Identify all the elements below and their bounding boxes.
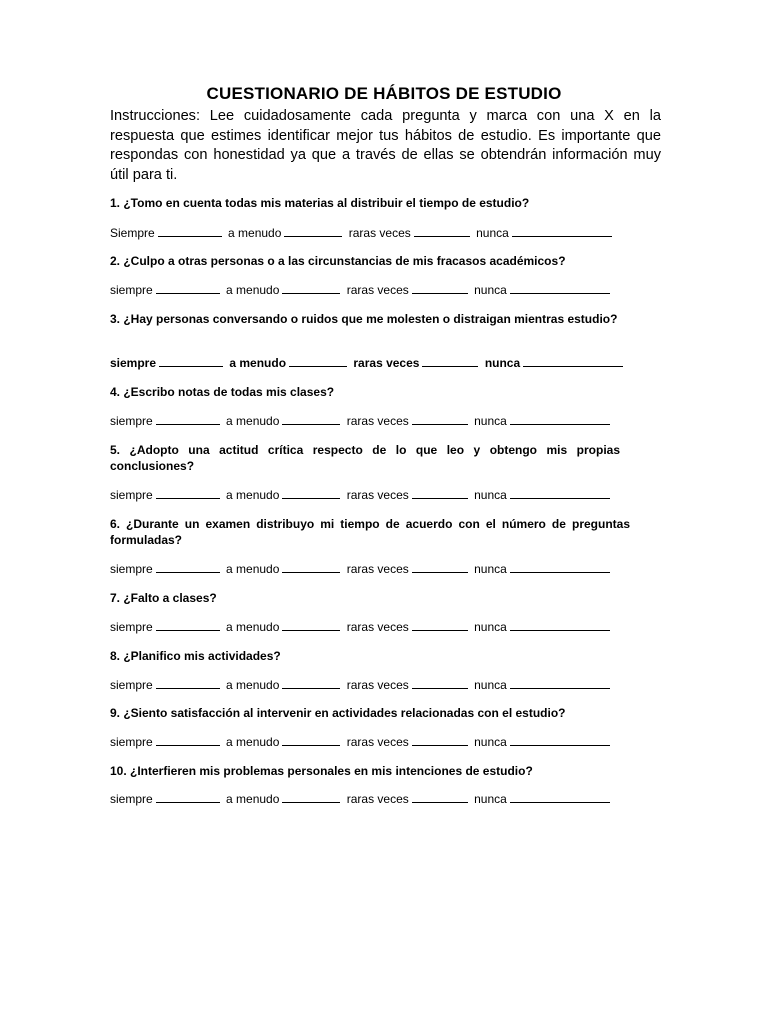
option-always-label: siempre: [110, 735, 153, 749]
answer-blank-often[interactable]: [282, 678, 340, 689]
option-always-label: siempre: [110, 792, 153, 806]
option-often-label: a menudo: [226, 488, 280, 502]
question-5: 5. ¿Adopto una actitud crítica respecto de lo que leo y obtengo mis propias conclusiones?: [110, 443, 620, 473]
option-never-label: nunca: [474, 735, 507, 749]
answer-blank-always[interactable]: [156, 283, 220, 294]
answer-blank-never[interactable]: [510, 562, 610, 573]
answer-blank-rarely[interactable]: [414, 226, 470, 237]
option-often-label: a menudo: [226, 678, 280, 692]
answer-blank-rarely[interactable]: [412, 678, 468, 689]
answer-blank-rarely[interactable]: [412, 414, 468, 425]
question-6: 6. ¿Durante un examen distribuyo mi tiempo de acuerdo con el número de preguntas formuladas?: [110, 517, 630, 547]
option-always-label: siempre: [110, 414, 153, 428]
page-title: CUESTIONARIO DE HÁBITOS DE ESTUDIO: [206, 84, 562, 103]
answer-blank-often[interactable]: [282, 735, 340, 746]
answer-blank-always[interactable]: [156, 678, 220, 689]
option-always-label: siempre: [110, 620, 153, 634]
answer-blank-rarely[interactable]: [422, 356, 478, 367]
option-never-label: nunca: [484, 356, 521, 370]
option-always-label: Siempre: [110, 226, 155, 240]
answer-blank-always[interactable]: [156, 620, 220, 631]
answer-blank-never[interactable]: [512, 226, 612, 237]
answer-blank-often[interactable]: [282, 414, 340, 425]
option-rarely-label: raras veces: [346, 678, 409, 692]
question-4: 4. ¿Escribo notas de todas mis clases?: [110, 385, 335, 399]
answer-blank-always[interactable]: [156, 562, 220, 573]
answer-blank-rarely[interactable]: [412, 562, 468, 573]
option-rarely-label: raras veces: [353, 356, 420, 370]
option-often-label: a menudo: [226, 283, 280, 297]
option-always-label: siempre: [110, 488, 153, 502]
option-never-label: nunca: [476, 226, 509, 240]
option-always-label: siempre: [110, 283, 153, 297]
option-often-label: a menudo: [226, 792, 280, 806]
question-1: 1. ¿Tomo en cuenta todas mis materias al distribuir el tiempo de estudio?: [110, 196, 530, 210]
option-never-label: nunca: [474, 792, 507, 806]
option-often-label: a menudo: [229, 356, 287, 370]
option-rarely-label: raras veces: [346, 735, 409, 749]
answer-blank-rarely[interactable]: [412, 620, 468, 631]
answer-row-1: [110, 226, 670, 240]
answer-blank-often[interactable]: [282, 792, 340, 803]
option-often-label: a menudo: [226, 414, 280, 428]
instructions-paragraph: Instrucciones: Lee cuidadosamente cada pregunta y marca con una X en la respuesta que estimes identificar mejor tus hábitos de estudio. Es importante que respondas con honestidad ya que a través de ellas se obtendrán información muy útil para ti.: [110, 108, 661, 183]
answer-blank-rarely[interactable]: [412, 735, 468, 746]
answer-blank-always[interactable]: [158, 226, 222, 237]
answer-blank-never[interactable]: [510, 488, 610, 499]
option-rarely-label: raras veces: [346, 414, 409, 428]
answer-row-3: [110, 356, 670, 370]
answer-blank-rarely[interactable]: [412, 792, 468, 803]
answer-blank-always[interactable]: [156, 792, 220, 803]
answer-blank-never[interactable]: [510, 792, 610, 803]
question-2: 2. ¿Culpo a otras personas o a las circunstancias de mis fracasos académicos?: [110, 254, 566, 268]
answer-row-2: [110, 283, 670, 297]
answer-blank-often[interactable]: [282, 488, 340, 499]
option-rarely-label: raras veces: [346, 620, 409, 634]
answer-blank-never[interactable]: [510, 678, 610, 689]
answer-blank-never[interactable]: [510, 735, 610, 746]
question-7: 7. ¿Falto a clases?: [110, 591, 217, 605]
option-always-label: siempre: [110, 562, 153, 576]
answer-row-4: [110, 414, 670, 428]
option-often-label: a menudo: [226, 620, 280, 634]
answer-row-7: [110, 620, 670, 634]
answer-blank-often[interactable]: [282, 562, 340, 573]
answer-blank-often[interactable]: [284, 226, 342, 237]
answer-row-6: [110, 562, 670, 576]
option-often-label: a menudo: [226, 735, 280, 749]
answer-blank-rarely[interactable]: [412, 283, 468, 294]
answer-blank-rarely[interactable]: [412, 488, 468, 499]
option-never-label: nunca: [474, 283, 507, 297]
option-rarely-label: raras veces: [348, 226, 411, 240]
option-never-label: nunca: [474, 414, 507, 428]
answer-blank-always[interactable]: [159, 356, 223, 367]
question-10: 10. ¿Interfieren mis problemas personales en mis intenciones de estudio?: [110, 764, 533, 778]
answer-blank-always[interactable]: [156, 414, 220, 425]
answer-blank-never[interactable]: [523, 356, 623, 367]
answer-blank-always[interactable]: [156, 735, 220, 746]
question-8: 8. ¿Planifico mis actividades?: [110, 649, 281, 663]
answer-blank-often[interactable]: [282, 283, 340, 294]
option-never-label: nunca: [474, 562, 507, 576]
option-never-label: nunca: [474, 678, 507, 692]
question-9: 9. ¿Siento satisfacción al intervenir en actividades relacionadas con el estudio?: [110, 706, 566, 720]
answer-blank-never[interactable]: [510, 414, 610, 425]
option-rarely-label: raras veces: [346, 283, 409, 297]
answer-row-8: [110, 678, 670, 692]
option-often-label: a menudo: [228, 226, 282, 240]
option-always-label: siempre: [110, 356, 157, 370]
option-always-label: siempre: [110, 678, 153, 692]
answer-blank-never[interactable]: [510, 283, 610, 294]
option-never-label: nunca: [474, 620, 507, 634]
option-rarely-label: raras veces: [346, 792, 409, 806]
option-never-label: nunca: [474, 488, 507, 502]
option-rarely-label: raras veces: [346, 488, 409, 502]
answer-blank-never[interactable]: [510, 620, 610, 631]
question-3: 3. ¿Hay personas conversando o ruidos que me molesten o distraigan mientras estudio?: [110, 312, 618, 326]
answer-row-9: [110, 735, 670, 749]
answer-blank-often[interactable]: [282, 620, 340, 631]
option-rarely-label: raras veces: [346, 562, 409, 576]
answer-row-10: [110, 792, 670, 806]
option-often-label: a menudo: [226, 562, 280, 576]
answer-row-5: [110, 488, 670, 502]
answer-blank-always[interactable]: [156, 488, 220, 499]
answer-blank-often[interactable]: [289, 356, 347, 367]
